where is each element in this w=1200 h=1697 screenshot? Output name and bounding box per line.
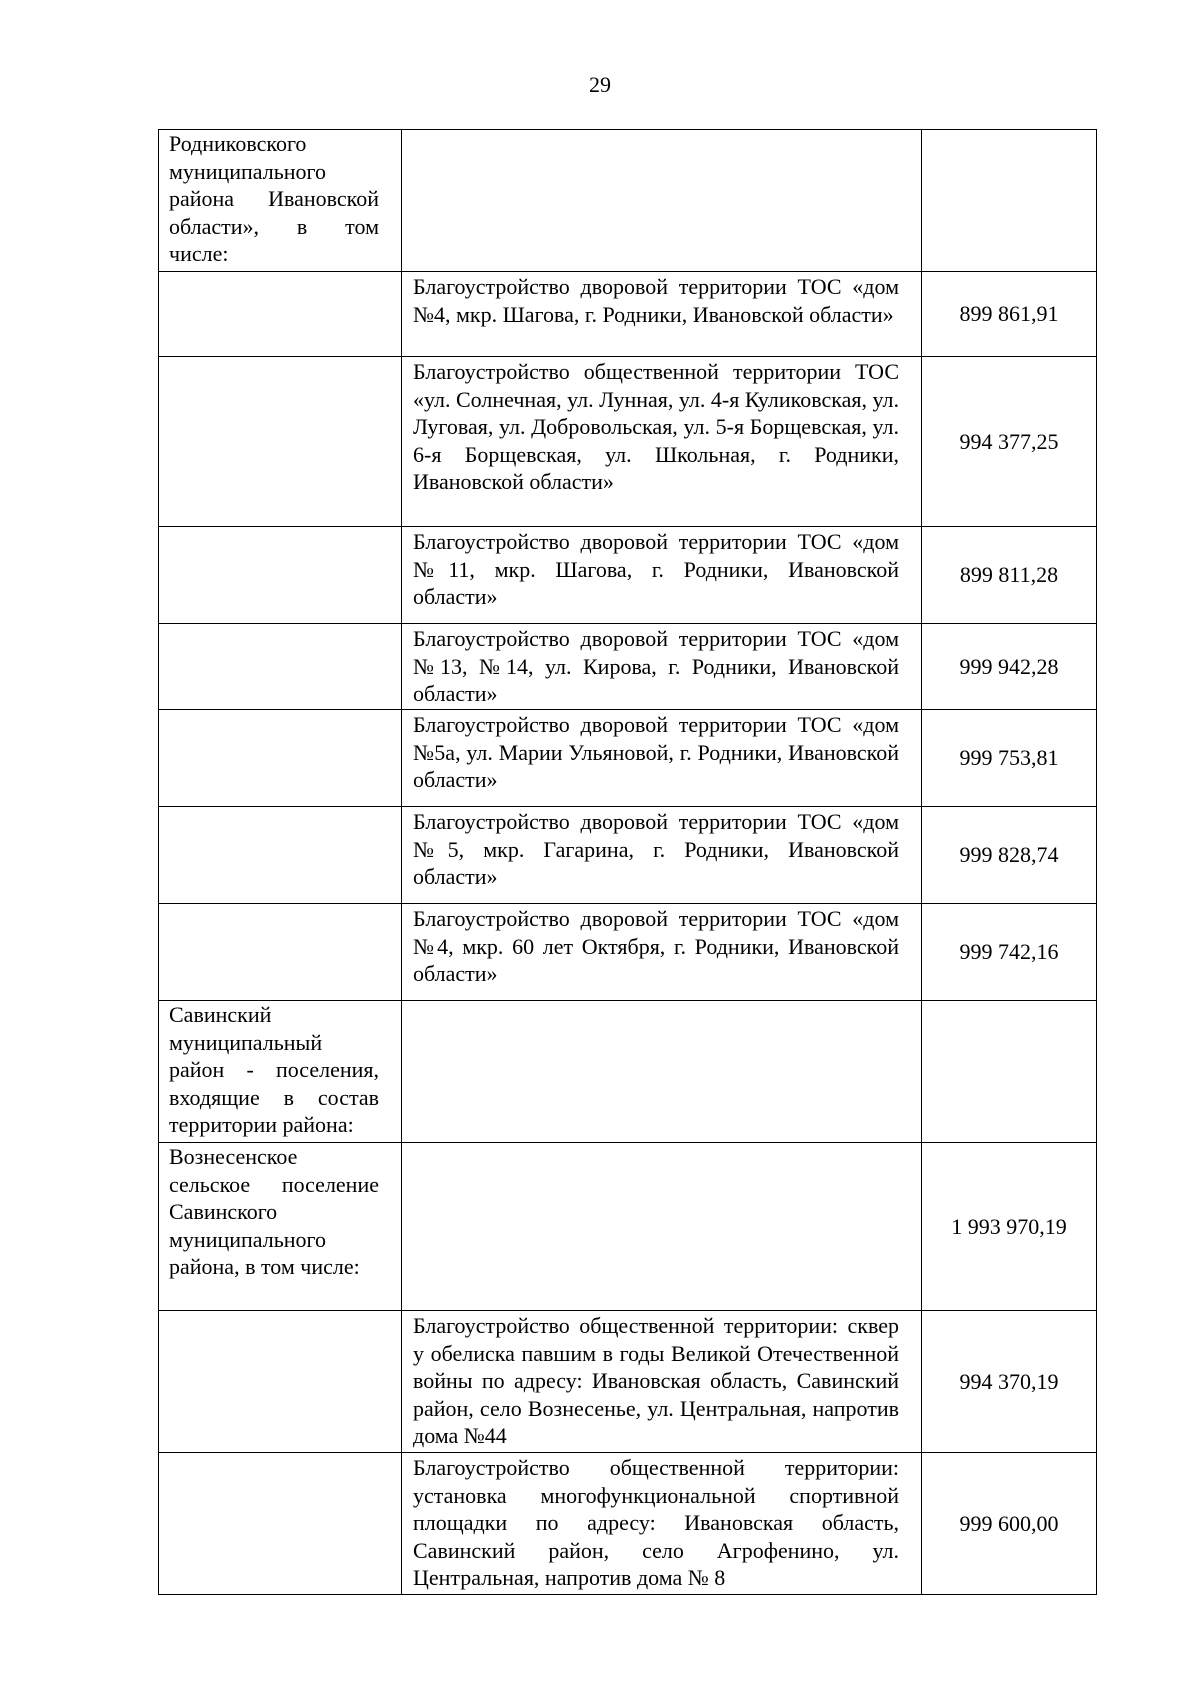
recipient-cell [159, 807, 402, 904]
amount-cell: 999 600,00 [922, 1453, 1097, 1595]
amount-cell [922, 1001, 1097, 1143]
project-description-cell: Благоустройство общественной территории: установка многофункциональной спортивной площадки по адресу: Ивановская область, Савинский район, село Агрофенино, ул. Центральная, напротив дома № 8 [402, 1453, 922, 1595]
table-row [159, 710, 1097, 807]
project-description-cell [402, 1001, 922, 1143]
recipient-cell [159, 357, 402, 527]
table-row [159, 130, 1097, 272]
table-row [159, 904, 1097, 1001]
table-row [159, 527, 1097, 624]
table-row [159, 272, 1097, 357]
amount-cell: 899 811,28 [922, 527, 1097, 624]
project-description-cell: Благоустройство дворовой территории ТОС «дом №4, мкр. 60 лет Октября, г. Родники, Ивановской области» [402, 904, 922, 1001]
table-row [159, 1311, 1097, 1453]
recipient-cell [159, 624, 402, 710]
amount-cell: 999 828,74 [922, 807, 1097, 904]
amount-cell: 999 753,81 [922, 710, 1097, 807]
recipient-cell [159, 1453, 402, 1595]
page-number: 29 [589, 72, 611, 97]
amount-cell: 999 742,16 [922, 904, 1097, 1001]
project-description-cell [402, 130, 922, 272]
project-description-cell: Благоустройство общественной территории: сквер у обелиска павшим в годы Великой Отечественной войны по адресу: Ивановская область, Савинский район, село Вознесенье, ул. Центральная, напротив дома №44 [402, 1311, 922, 1453]
project-description-cell: Благоустройство дворовой территории ТОС «дом №4, мкр. Шагова, г. Родники, Ивановской области» [402, 272, 922, 357]
amount-cell [922, 130, 1097, 272]
recipient-cell [159, 904, 402, 1001]
table-row [159, 1001, 1097, 1143]
amount-cell: 899 861,91 [922, 272, 1097, 357]
recipient-cell: Вознесенское сельское поселение Савинского муниципального района, в том числе: [159, 1143, 402, 1311]
amount-cell: 999 942,28 [922, 624, 1097, 710]
recipient-cell [159, 272, 402, 357]
table-row [159, 807, 1097, 904]
recipient-cell [159, 527, 402, 624]
table-row [159, 1453, 1097, 1595]
recipient-cell: Родниковского муниципального района Ивановской области», в том числе: [159, 130, 402, 272]
project-description-cell [402, 1143, 922, 1311]
project-description-cell: Благоустройство дворовой территории ТОС «дом №5а, ул. Марии Ульяновой, г. Родники, Ивановской области» [402, 710, 922, 807]
table-row [159, 1143, 1097, 1311]
recipient-cell [159, 710, 402, 807]
recipient-cell [159, 1311, 402, 1453]
project-description-cell: Благоустройство дворовой территории ТОС «дом №5, мкр. Гагарина, г. Родники, Ивановской области» [402, 807, 922, 904]
table-body [159, 130, 1097, 1595]
project-description-cell: Благоустройство общественной территории ТОС «ул. Солнечная, ул. Лунная, ул. 4-я Куликовская, ул. Луговая, ул. Добровольская, ул. 5-я Борщевская, ул. 6-я Борщевская, ул. Школьная, г. Родники, Ивановской области» [402, 357, 922, 527]
project-description-cell: Благоустройство дворовой территории ТОС «дом №13, №14, ул. Кирова, г. Родники, Ивановской области» [402, 624, 922, 710]
project-description-cell: Благоустройство дворовой территории ТОС «дом №11, мкр. Шагова, г. Родники, Ивановской области» [402, 527, 922, 624]
amount-cell: 994 377,25 [922, 357, 1097, 527]
recipient-cell: Савинский муниципальный район - поселения, входящие в состав территории района: [159, 1001, 402, 1143]
amount-cell: 1 993 970,19 [922, 1143, 1097, 1311]
amount-cell: 994 370,19 [922, 1311, 1097, 1453]
table-row [159, 624, 1097, 710]
table-row [159, 357, 1097, 527]
funding-table [158, 129, 1097, 1595]
